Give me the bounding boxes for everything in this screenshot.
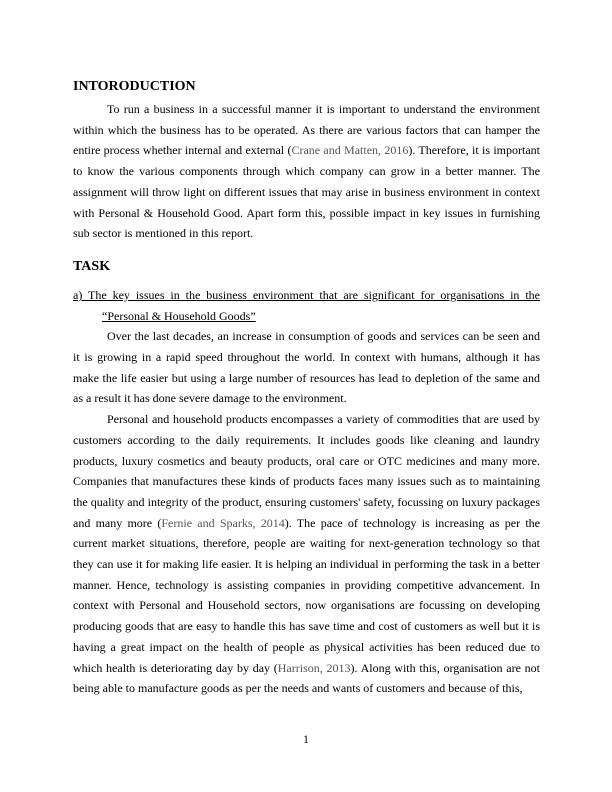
page-number: 1 [303,732,309,746]
citation-harrison: Harrison, 2013 [277,660,351,675]
task-paragraph-2-text-1: Personal and household products encompasses a variety of commodities that are used by customers according to the daily requirements. It includes goods like cleaning and laundry products, luxury cosmetics and beauty products, oral care or OTC medicines and many more. Companies that manufactures these kinds of products faces many issues such as to maintaining the quality and integrity of the product, ensuring customers' safety, focussing on luxury packages and many more ( [73,412,540,530]
task-paragraph-2 [73,409,540,699]
task-a-subheading: a) The key issues in the business environment that are significant for organisations in the “Personal & Household Goods” [73,287,540,323]
task-paragraph-2-text-2: ). The pace of technology is increasing as per the current market situations, therefore, people are waiting for next-generation technology so that they can use it for making life easier. It is helping an individual in performing the task in a better manner. Hence, technology is assisting companies in providing competitive advancement. In context with Personal and Household sectors, now organisations are focussing on developing producing goods that are easy to handle this has save time and cost of customers as well but it is having a great impact on the health of people as physical activities has been reduced due to which health is deteriorating day by day ( [73,515,540,675]
citation-fernie-sparks: Fernie and Sparks, 2014 [161,515,285,530]
page-content [73,78,540,699]
task-heading: TASK [73,258,111,274]
citation-crane-matten: Crane and Matten, 2016 [291,143,409,158]
introduction-text-1: To run a business in a successful manner it is important to understand the environment within which the business has to be operated. As there are various factors that can hamper the entire process whether internal and external ( [73,102,540,158]
introduction-paragraph [73,99,540,244]
task-paragraph-2-text-3: ). Along with this, organisation are not being able to manufacture goods as per the needs and wants of customers and because of this, [73,660,541,696]
introduction-heading: INTORODUCTION [73,79,196,94]
task-paragraph-1: Over the last decades, an increase in consumption of goods and services can be seen and it is growing in a rapid speed throughout the world. In context with humans, although it has make the life easier but using a large number of resources has lead to depletion of the same and as a result it has done severe damage to the environment. [73,329,540,406]
introduction-text-2: ). Therefore, it is important to know the various components through which company can grow in a better manner. The assignment will throw light on different issues that may arise in business environment in context with Personal & Household Good. Apart form this, possible impact in key issues in furnishing sub sector is mentioned in this report. [73,143,540,241]
